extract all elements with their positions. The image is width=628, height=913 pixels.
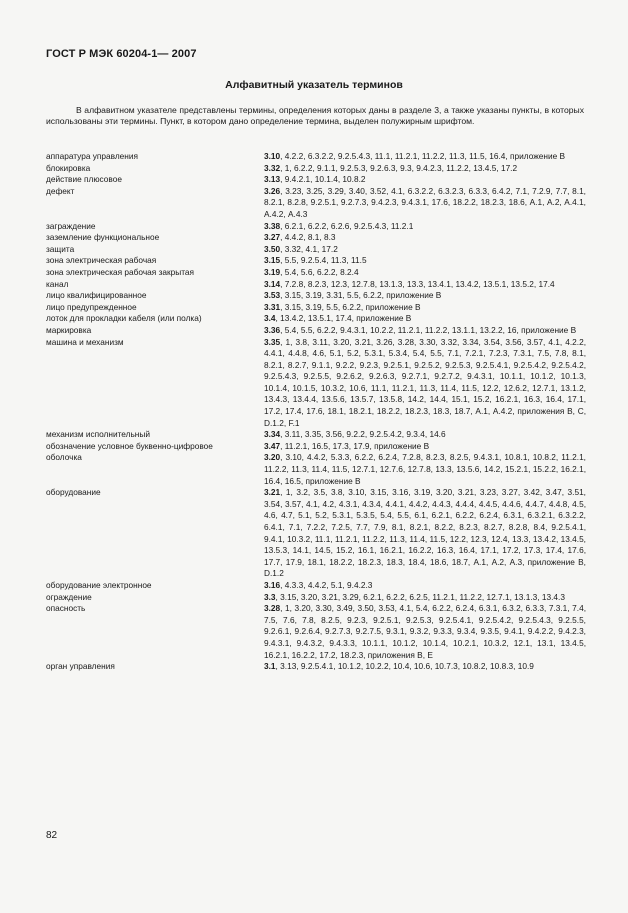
usage-clauses: , 5.4, 5.6, 6.2.2, 8.2.4 <box>280 266 359 277</box>
index-term: лоток для прокладки кабеля (или полка) <box>46 313 202 324</box>
definition-clause: 3.34 <box>264 429 281 440</box>
index-entry <box>46 221 586 233</box>
usage-clauses: , 5.5, 9.2.5.4, 11.3, 11.5 <box>280 255 367 266</box>
usage-clauses: , 13.4.2, 13.5.1, 17.4, приложение В <box>275 313 412 324</box>
index-term: дефект <box>46 185 75 196</box>
index-term: механизм исполнительный <box>46 429 150 440</box>
index-references <box>264 603 586 661</box>
definition-clause: 3.13 <box>264 174 281 185</box>
index-entry <box>46 429 586 441</box>
index-term: заземление функциональное <box>46 232 160 243</box>
index-entry <box>46 151 586 163</box>
index-entry <box>46 163 586 175</box>
index-entry <box>46 244 586 256</box>
index-term: оборудование электронное <box>46 579 152 590</box>
index-references <box>264 661 586 673</box>
definition-clause: 3.19 <box>264 266 281 277</box>
index-entry <box>46 313 586 325</box>
usage-clauses: , 3.10, 4.4.2, 5.3.3, 6.2.2, 6.2.4, 7.2.8, 8.2.3, 8.2.5, 9.4.3.1, 10.8.1, 10.8.2, 11.2.1, 11.2.2, 11.3, 11.4, 11.5, 12.7.1, 12.7.6, 12.7.8, 13.3, 13.5.6, 14.2, 15.2.1, 15.2.2, 16.2.1, 16.4, 16.5, приложение В <box>264 452 586 486</box>
index-term: действие плюсовое <box>46 174 122 185</box>
index-term: опасность <box>46 603 86 614</box>
index-entry <box>46 174 586 186</box>
index-entry <box>46 290 586 302</box>
index-entry <box>46 661 586 673</box>
usage-clauses: , 1, 3.8, 3.11, 3.20, 3.21, 3.26, 3.28, 3.30, 3.32, 3.34, 3.54, 3.56, 3.57, 4.1, 4.2.2, 4.4.1, 4.4.8, 4.6, 5.1, 5.2, 5.3.1, 5.3.4, 5.4, 5.5, 7.1, 7.2.1, 7.2.3, 7.3.1, 7.5, 7.8, 8.1, 8.2.1, 8.2.7, 9.1.1, 9.2.2, 9.2.3, 9.2.5.1, 9.2.5.2, 9.2.5.3, 9.2.5.4.1, 9.2.5.4.2, 9.2.5.4.2, 9.2.5.4.3, 9.2.5.5, 9.2.6.2, 9.2.6.3, 9.2.7.1, 9.2.7.2, 9.4.3.1, 10.1.1, 10.1.2, 10.1.3, 10.1.4, 10.1.5, 10.3.2, 10.6, 11.1, 11.2.1, 11.3, 11.4, 11.5, 12.2, 12.6.2, 12.7.1, 13.1.2, 13.4.3, 13.4.4, 13.5.6, 13.5.7, 13.5.8, 14.2, 14.4, 15.1, 15.2, 16.2.1, 16.3, 16.4, 17.1, 17.2, 17.4, 17.6, 18.1, 18.2.1, 18.2.2, 18.2.3, 18.3, 18.7, А.1, А.4.2, приложения В, С, D.1.2, F.1 <box>264 336 586 428</box>
index-entry <box>46 267 586 279</box>
index-references <box>264 313 586 325</box>
definition-clause: 3.26 <box>264 185 281 196</box>
definition-clause: 3.1 <box>264 661 276 672</box>
usage-clauses: , 3.11, 3.35, 3.56, 9.2.2, 9.2.5.4.2, 9.3.4, 14.6 <box>280 429 446 440</box>
usage-clauses: , 1, 6.2.2, 9.1.1, 9.2.5.3, 9.2.6.3, 9.3, 9.4.2.3, 11.2.2, 13.4.5, 17.2 <box>280 162 518 173</box>
usage-clauses: , 4.2.2, 6.3.2.2, 9.2.5.4.3, 11.1, 11.2.1, 11.2.2, 11.3, 11.5, 16.4, приложение В <box>280 151 566 161</box>
index-references <box>264 592 586 604</box>
index-references <box>264 452 586 487</box>
definition-clause: 3.27 <box>264 232 281 243</box>
intro-text: В алфавитном указателе представлены термины, определения которых даны в разделе 3, а также указаны пункты, в которых использованы эти термины. Пункт, в котором дано определение термина, выделен полужирным шрифтом. <box>46 105 584 127</box>
standard-header: ГОСТ Р МЭК 60204-1— 2007 <box>46 48 197 60</box>
index-term: лицо квалифицированное <box>46 290 147 301</box>
index-term: оборудование <box>46 487 101 498</box>
definition-clause: 3.15 <box>264 255 281 266</box>
index-term: блокировка <box>46 162 91 173</box>
index-term: лицо предупрежденное <box>46 301 137 312</box>
usage-clauses: , 3.32, 4.1, 17.2 <box>280 243 338 254</box>
index-entry <box>46 441 586 453</box>
index-term: обозначение условное буквенно-цифровое <box>46 440 213 451</box>
definition-clause: 3.21 <box>264 487 281 498</box>
index-references <box>264 163 586 175</box>
index-term: маркировка <box>46 324 92 335</box>
index-term: оболочка <box>46 452 82 463</box>
usage-clauses: , 5.4, 5.5, 6.2.2, 9.4.3.1, 10.2.2, 11.2.1, 11.2.2, 13.1.1, 13.2.2, 16, приложение В <box>280 324 577 335</box>
definition-clause: 3.35 <box>264 336 281 347</box>
usage-clauses: , 6.2.1, 6.2.2, 6.2.6, 9.2.5.4.3, 11.2.1 <box>280 220 414 231</box>
definition-clause: 3.3 <box>264 591 276 602</box>
index-references <box>264 232 586 244</box>
index-term: заграждение <box>46 220 96 231</box>
index-term: канал <box>46 278 69 289</box>
usage-clauses: , 3.15, 3.19, 3.31, 5.5, 6.2.2, приложение В <box>280 290 442 301</box>
index-references <box>264 255 586 267</box>
usage-clauses: , 1, 3.20, 3.30, 3.49, 3.50, 3.53, 4.1, 5.4, 6.2.2, 6.2.4, 6.3.1, 6.3.2, 6.3.3, 7.3.1, 7.4, 7.5, 7.6, 7.8, 8.2.5, 9.2.3, 9.2.5.1, 9.2.5.3, 9.2.5.4.1, 9.2.5.4.2, 9.2.5.4.3, 9.2.5.5, 9.2.6.1, 9.2.6.4, 9.2.7.3, 9.2.7.5, 9.3.1, 9.3.2, 9.3.3, 9.3.4, 9.3.5, 9.4.1, 9.4.2.2, 9.4.2.3, 9.4.3.1, 9.4.3.2, 9.4.3.3, 10.1.1, 10.1.2, 10.1.4, 10.2.1, 10.3.2, 12.1, 13.1, 13.4.5, 16.2.1, 16.2.2, 17.2, 18.2.3, приложения В, Е <box>264 603 586 660</box>
usage-clauses: , 3.15, 3.19, 5.5, 6.2.2, приложение В <box>280 301 421 312</box>
usage-clauses: , 9.4.2.1, 10.1.4, 10.8.2 <box>280 174 366 185</box>
usage-clauses: , 3.13, 9.2.5.4.1, 10.1.2, 10.2.2, 10.4, 10.6, 10.7.3, 10.8.2, 10.8.3, 10.9 <box>275 661 534 672</box>
index-references <box>264 429 586 441</box>
definition-clause: 3.10 <box>264 151 281 161</box>
index-references <box>264 441 586 453</box>
index-entry <box>46 186 586 221</box>
index-references <box>264 580 586 592</box>
index-entry <box>46 487 586 580</box>
index-term: защита <box>46 243 75 254</box>
definition-clause: 3.28 <box>264 603 281 614</box>
index-entry <box>46 302 586 314</box>
index-entry <box>46 580 586 592</box>
index-entry <box>46 325 586 337</box>
definition-clause: 3.20 <box>264 452 281 463</box>
index-entry <box>46 452 586 487</box>
page-number: 82 <box>46 830 58 841</box>
page-title: Алфавитный указатель терминов <box>225 79 403 91</box>
definition-clause: 3.16 <box>264 579 281 590</box>
index-references <box>264 487 586 580</box>
index-term: машина и механизм <box>46 336 124 347</box>
definition-clause: 3.36 <box>264 324 281 335</box>
index-references <box>264 279 586 291</box>
index-references <box>264 302 586 314</box>
index-references <box>264 290 586 302</box>
index-entry <box>46 255 586 267</box>
definition-clause: 3.14 <box>264 278 281 289</box>
index-entry <box>46 337 586 430</box>
definition-clause: 3.47 <box>264 440 281 451</box>
index-entry <box>46 232 586 244</box>
index-references <box>264 174 586 186</box>
index-term: зона электрическая рабочая закрытая <box>46 266 195 277</box>
index-references <box>264 267 586 279</box>
index-term: орган управления <box>46 661 115 672</box>
index-entry <box>46 279 586 291</box>
term-index <box>46 151 586 673</box>
usage-clauses: , 3.15, 3.20, 3.21, 3.29, 6.2.1, 6.2.2, 6.2.5, 11.2.1, 11.2.2, 12.7.1, 13.1.3, 13.4.3 <box>275 591 565 602</box>
definition-clause: 3.4 <box>264 313 276 324</box>
definition-clause: 3.50 <box>264 243 281 254</box>
definition-clause: 3.38 <box>264 220 281 231</box>
index-references <box>264 325 586 337</box>
index-references <box>264 244 586 256</box>
index-references <box>264 186 586 221</box>
index-term: зона электрическая рабочая <box>46 255 157 266</box>
index-entry <box>46 603 586 661</box>
index-term: аппаратура управления <box>46 151 138 161</box>
definition-clause: 3.32 <box>264 162 281 173</box>
usage-clauses: , 11.2.1, 16.5, 17.3, 17.9, приложение В <box>280 440 430 451</box>
index-references <box>264 151 586 163</box>
index-references <box>264 221 586 233</box>
intro-paragraph <box>46 105 584 128</box>
usage-clauses: , 3.23, 3.25, 3.29, 3.40, 3.52, 4.1, 6.3.2.2, 6.3.2.3, 6.3.3, 6.4.2, 7.1, 7.2.9, 7.7, 8.1, 8.2.1, 8.2.8, 9.2.5.1, 9.2.7.3, 9.4.2.3, 9.4.3.1, 17.6, 18.2.2, 18.2.3, 18.6, А.1, А.2, А.4.1, А.4.2, А.4.3 <box>264 185 586 219</box>
definition-clause: 3.53 <box>264 290 281 301</box>
index-term: ограждение <box>46 591 92 602</box>
index-references <box>264 337 586 430</box>
usage-clauses: , 4.4.2, 8.1, 8.3 <box>280 232 336 243</box>
usage-clauses: , 1, 3.2, 3.5, 3.8, 3.10, 3.15, 3.16, 3.19, 3.20, 3.21, 3.23, 3.27, 3.42, 3.47, 3.51, 3.54, 3.57, 4.1, 4.2, 4.3.1, 4.3.4, 4.4.1, 4.4.2, 4.4.3, 4.4.4, 4.4.5, 4.4.6, 4.4.7, 4.4.8, 4.5, 4.6, 4.7, 5.1, 5.2, 5.3.1, 5.3.5, 5.4, 5.5, 6.1, 6.2.1, 6.2.2, 6.2.4, 6.3.1, 6.3.2.1, 6.3.2.2, 6.4.1, 7.1, 7.2.2, 7.2.5, 7.7, 7.9, 8.1, 8.2.1, 8.2.2, 8.2.3, 8.2.7, 8.2.8, 8.4, 9.2.5.4.1, 9.4.1, 10.3.2, 11.1, 11.2.1, 11.2.2, 11.3, 11.4, 11.5, 12.2, 12.3, 12.4, 13.3, 13.4.2, 13.4.5, 13.5.3, 14.1, 14.5, 15.2, 16.1, 16.2.1, 16.2.2, 16.3, 16.4, 17.1, 17.2, 17.3, 17.4, 17.6, 17.7, 17.9, 18.1, 18.2.2, 18.2.3, 18.3, 18.4, 18.6, 18.7, А.1, А.2, А.3, приложение В, D.1.2 <box>264 487 586 579</box>
usage-clauses: , 4.3.3, 4.4.2, 5.1, 9.4.2.3 <box>280 579 373 590</box>
definition-clause: 3.31 <box>264 301 281 312</box>
usage-clauses: , 7.2.8, 8.2.3, 12.3, 12.7.8, 13.1.3, 13.3, 13.4.1, 13.4.2, 13.5.1, 13.5.2, 17.4 <box>280 278 555 289</box>
index-entry <box>46 592 586 604</box>
